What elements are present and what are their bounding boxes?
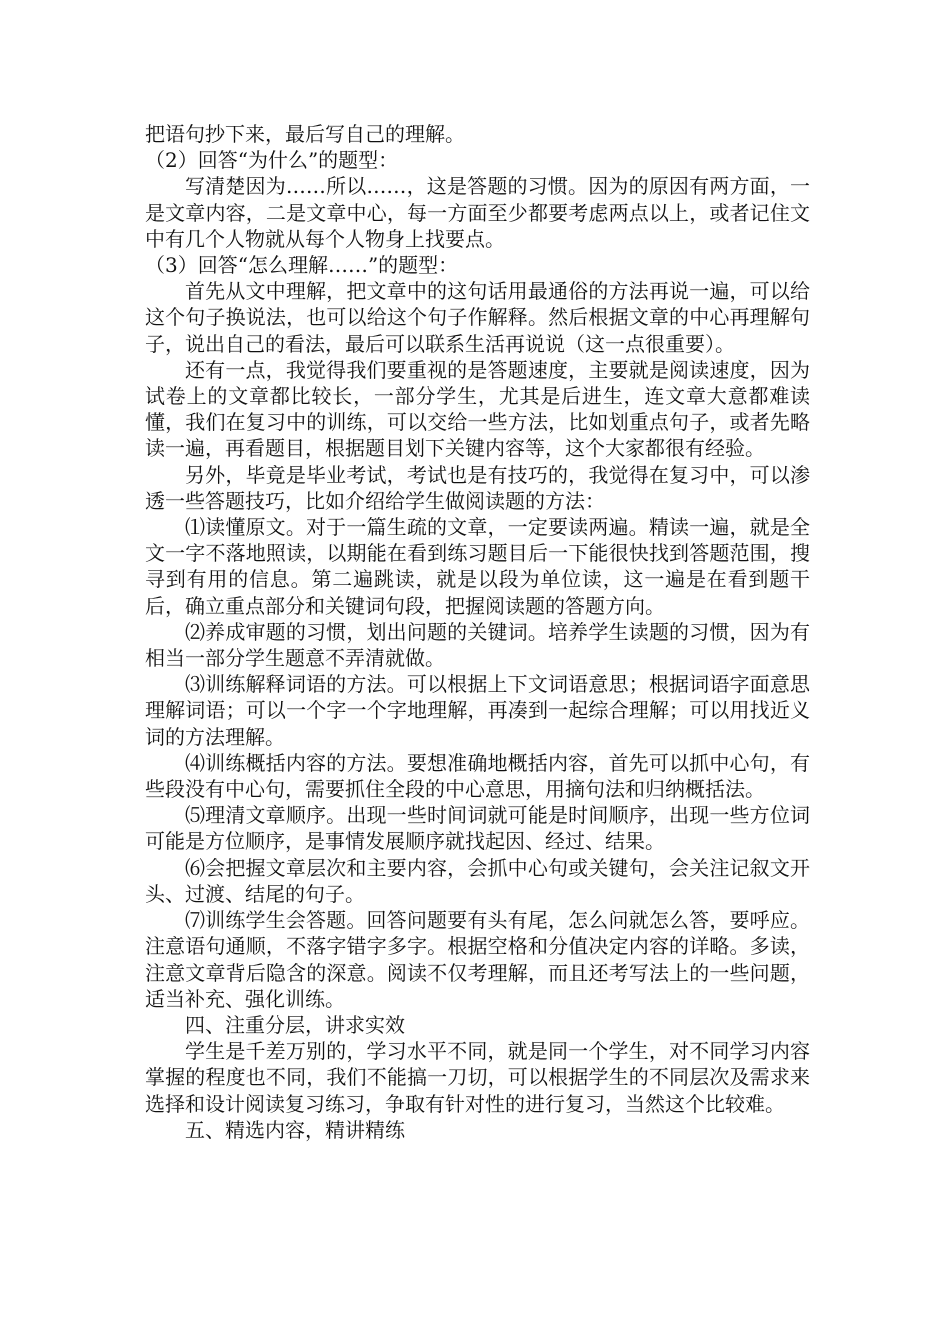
list-item-6: ⑹会把握文章层次和主要内容，会抓中心句或关键句，会关注记叙文开头、过渡、结尾的句子。 — [145, 855, 810, 906]
paragraph-layered-teaching: 学生是千差万别的，学习水平不同，就是同一个学生，对不同学习内容掌握的程度也不同，我们不能搞一刀切，可以根据学生的不同层次及需求来选择和设计阅读复习练习，争取有针对性的进行复习，当然这个比较难。 — [145, 1039, 810, 1116]
list-item-2: ⑵养成审题的习惯，划出问题的关键词。培养学生读题的习惯，因为有相当一部分学生题意不弄清就做。 — [145, 619, 810, 671]
paragraph-how-understand-answer: 首先从文中理解，把文章中的这句话用最通俗的方法再说一遍，可以给这个句子换说法，也可以给这个句子作解释。然后根据文章的中心再理解句子，说出自己的看法，最后可以联系生活再说说（这一点很重要）。 — [145, 279, 810, 356]
list-item-1: ⑴读懂原文。对于一篇生疏的文章，一定要读两遍。精读一遍，就是全文一字不落地照读，以期能在看到练习题目后一下能很快找到答题范围，搜寻到有用的信息。第二遍跳读，就是以段为单位读，这一遍是在看到题干后，确立重点部分和关键词句段，把握阅读题的答题方向。 — [145, 515, 810, 618]
list-item-7: ⑺训练学生会答题。回答问题要有头有尾，怎么问就怎么答，要呼应。注意语句通顺，不落字错字多字。根据空格和分值决定内容的详略。多读，注意文章背后隐含的深意。阅读不仅考理解，而且还考写法上的一些问题，适当补充、强化训练。 — [145, 908, 810, 1011]
paragraph-why-answer: 写清楚因为……所以……，这是答题的习惯。因为的原因有两方面，一是文章内容，二是文章中心，每一方面至少都要考虑两点以上，或者记住文中有几个人物就从每个人物身上找要点。 — [145, 174, 810, 251]
subheading-how-understand: （3）回答“怎么理解……”的题型： — [145, 253, 459, 278]
list-item-4: ⑷训练概括内容的方法。要想准确地概括内容，首先可以抓中心句，有些段没有中心句，需要抓住全段的中心意思，用摘句法和归纳概括法。 — [145, 750, 810, 802]
subheading-why-question: （2）回答“为什么”的题型： — [145, 148, 399, 173]
section-heading-4: 四、注重分层，讲求实效 — [185, 1012, 405, 1037]
list-item-5: ⑸理清文章顺序。出现一些时间词就可能是时间顺序，出现一些方位词可能是方位顺序，是事情发展顺序就找起因、经过、结果。 — [145, 803, 810, 854]
list-item-3: ⑶训练解释词语的方法。可以根据上下文词语意思；根据词语字面意思理解词语；可以一个字一个字地理解，再凑到一起综合理解；可以用找近义词的方法理解。 — [145, 672, 810, 749]
paragraph-exam-skills: 另外，毕竟是毕业考试，考试也是有技巧的，我觉得在复习中，可以渗透一些答题技巧，比如介绍给学生做阅读题的方法： — [145, 462, 810, 513]
paragraph-1: 把语句抄下来，最后写自己的理解。 — [145, 122, 465, 146]
paragraph-reading-speed: 还有一点，我觉得我们要重视的是答题速度，主要就是阅读速度，因为试卷上的文章都比较长，一部分学生，尤其是后进生，连文章大意都难读懂，我们在复习中的训练，可以交给一些方法，比如划重点句子，或者先略读一遍，再看题目，根据题目划下关键内容等，这个大家都很有经验。 — [145, 357, 810, 461]
section-heading-5: 五、精选内容，精讲精练 — [185, 1117, 405, 1142]
document-body — [145, 121, 810, 1143]
